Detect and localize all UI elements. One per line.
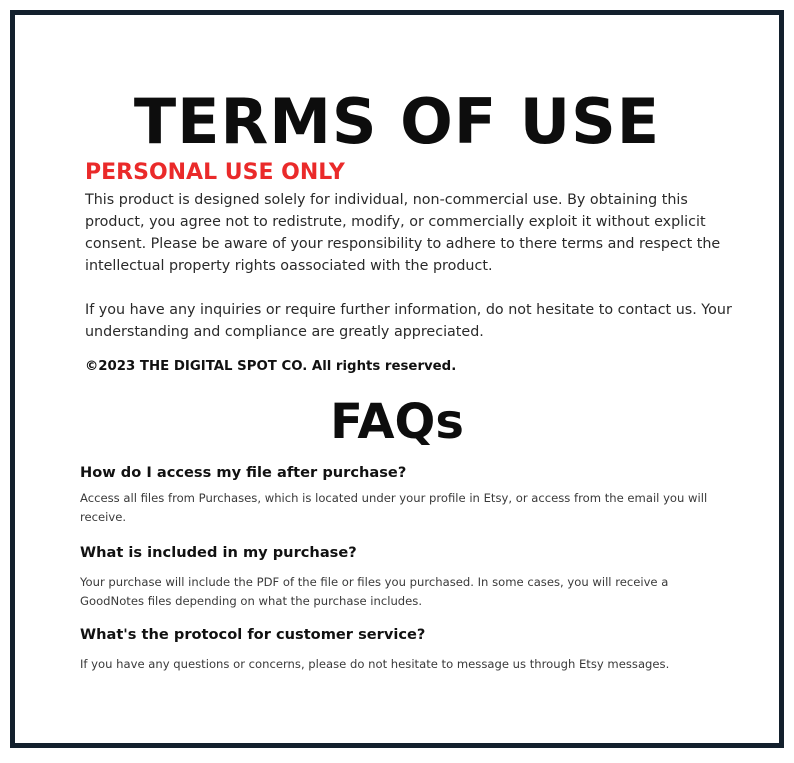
faq-answer: Access all files from Purchases, which is located under your profile in Etsy, or access from the email you will receive.: [80, 491, 708, 524]
document-frame: [10, 10, 784, 748]
faq-answer: Your purchase will include the PDF of the file or files you purchased. In some cases, you will receive a GoodNotes files depending on what the purchase includes.: [80, 575, 669, 608]
contact-paragraph: If you have any inquiries or require further information, do not hesitate to contact us. Your understanding and compliance are greatly appreciated.: [85, 302, 732, 340]
faq-question: How do I access my file after purchase?: [80, 464, 407, 481]
faq-answer: If you have any questions or concerns, please do not hesitate to message us through Etsy messages.: [80, 657, 670, 671]
terms-paragraph: This product is designed solely for individual, non-commercial use. By obtaining this product, you agree not to redistrute, modify, or commercially exploit it without explicit consent. Please be aware of your responsibility to adhere to there terms and respect the intellectual property rights oassociated with the product.: [85, 192, 721, 274]
personal-use-heading: PERSONAL USE ONLY: [85, 160, 345, 185]
faq-title: FAQs: [330, 394, 464, 450]
copyright-notice: ©2023 THE DIGITAL SPOT CO. All rights reserved.: [85, 359, 457, 374]
terms-title: TERMS OF USE: [133, 85, 661, 158]
faq-question: What's the protocol for customer service?: [80, 626, 426, 643]
faq-question: What is included in my purchase?: [80, 544, 357, 561]
